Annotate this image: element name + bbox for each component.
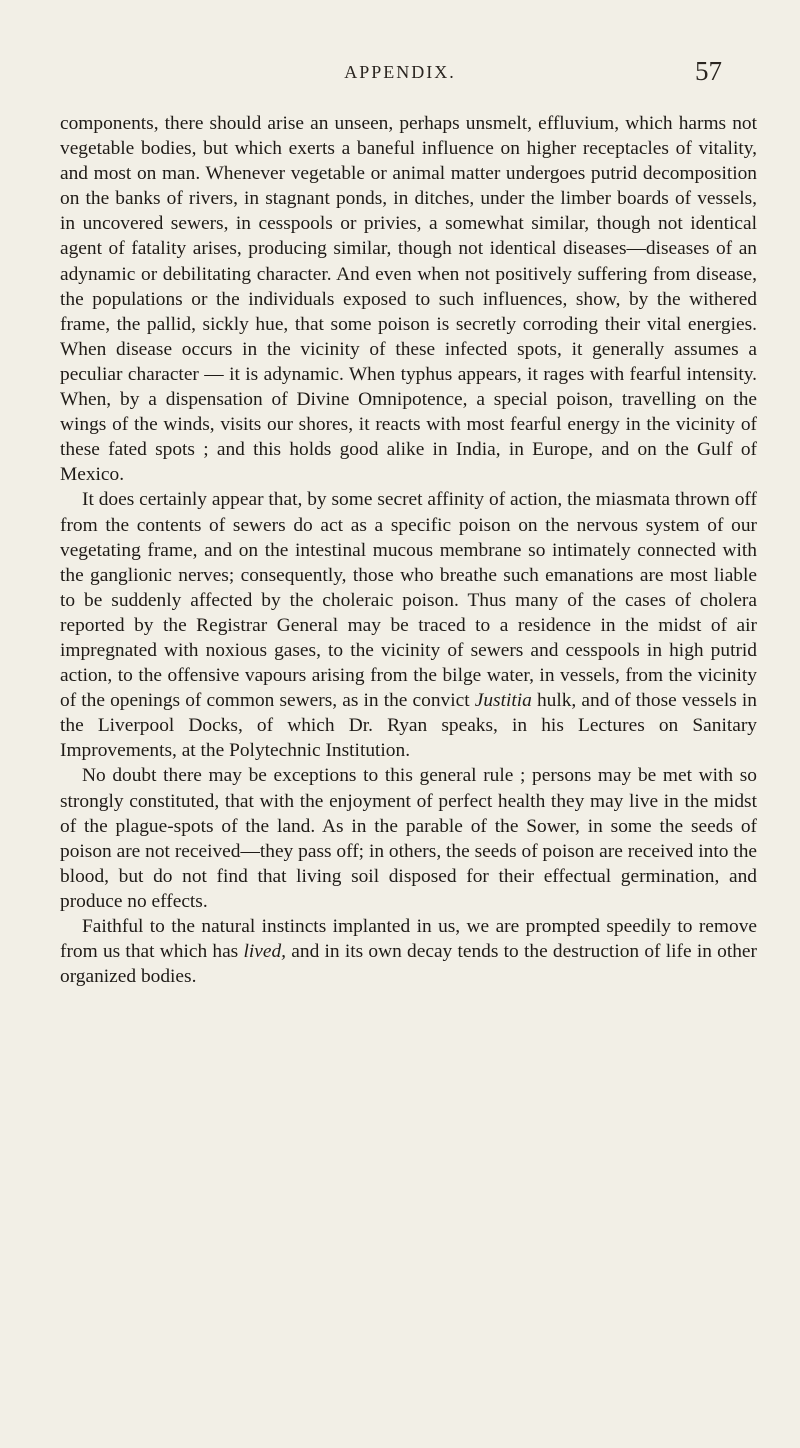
page-number: 57 (695, 56, 722, 86)
text-run: No doubt there may be exceptions to this general rule ; persons may be met with so strongly constituted, that with the enjoyment of perfect health they may live in the midst of the plague-spots of the land. As in the parable of the Sower, in some the seeds of poison are not received—they pass off; in others, the seeds of poison are received into the blood, but do not find that living soil disposed for their effectual germination, and produce no effects. (60, 765, 757, 912)
italic-text: lived, (243, 941, 287, 963)
paragraph (60, 763, 757, 914)
text-run: hulk, and of those vessels in the Liverpool Docks, of which Dr. Ryan speaks, in his Lectures on Sanitary Improvements, at the Polytechnic Institution. (60, 690, 757, 762)
paragraph (60, 487, 757, 763)
page-header (0, 56, 800, 92)
text-run: It does certainly appear that, by some secret affinity of action, the miasmata thrown off from the contents of sewers do act as a specific poison on the nervous system of our vegetating frame, and on the intestinal mucous membrane so intimately connected with the ganglionic nerves; consequently, those who breathe such emanations are most liable to be suddenly affected by the choleraic poison. Thus many of the cases of cholera reported by the Registrar General may be traced to a residence in the midst of air impregnated with noxious gases, to the vicinity of sewers and cesspools in high putrid action, to the offensive vapours arising from the bilge water, in vessels, from the vicinity of the openings of common sewers, as in the convict (60, 489, 757, 712)
paragraph (60, 914, 757, 989)
running-head: APPENDIX. (344, 62, 456, 82)
text-run: Faithful to the natural instincts implanted in us, we are prompted speedily to remove from us that which has (60, 916, 757, 963)
paragraph (60, 111, 757, 487)
italic-text: Justitia (474, 690, 532, 712)
text-run: and in its own decay tends to the destruction of life in other organized bodies. (60, 941, 757, 988)
body-text (60, 111, 757, 989)
text-run: components, there should arise an unseen, perhaps unsmelt, effluvium, which harms not vegetable bodies, but which exerts a baneful influence on higher receptacles of vitality, and most on man. Whenever vegetable or animal matter undergoes putrid decomposition on the banks of rivers, in stagnant ponds, in ditches, under the limber boards of vessels, in uncovered sewers, in cesspools or privies, a somewhat similar, though not identical agent of fatality arises, producing similar, though not identical diseases—diseases of an adynamic or debilitating character. And even when not positively suffering from disease, the populations or the individuals exposed to such influences, show, by the withered frame, the pallid, sickly hue, that some poison is secretly corroding their vital energies. When disease occurs in the vicinity of these infected spots, it generally assumes a peculiar character — it is adynamic. When typhus appears, it rages with fearful intensity. When, by a dispensation of Divine Omnipotence, a special poison, travelling on the wings of the winds, visits our shores, it reacts with most fearful energy in the vicinity of these fated spots ; and this holds good alike in India, in Europe, and on the Gulf of Mexico. (60, 113, 757, 486)
